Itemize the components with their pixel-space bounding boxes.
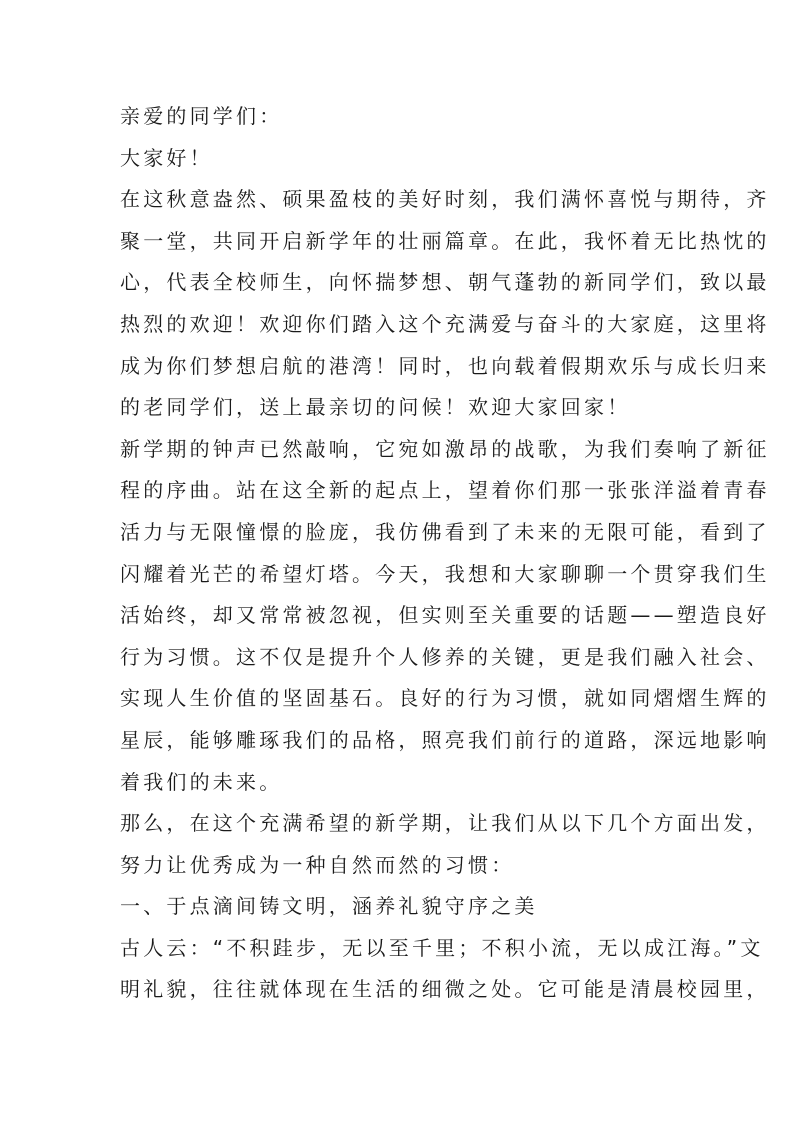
text-line: 新学期的钟声已然敲响，它宛如激昂的战歌，为我们奏响了新征 [120, 436, 770, 461]
text-line: 那么，在这个充满希望的新学期，让我们从以下几个方面出发， [120, 811, 770, 836]
text-line: 的老同学们，送上最亲切的问候！欢迎大家回家！ [120, 395, 631, 420]
section-heading: 一、于点滴间铸文明，涵养礼貌守序之美 [120, 894, 538, 919]
text-line: 星辰，能够雕琢我们的品格，照亮我们前行的道路，深远地影响 [120, 727, 770, 752]
text-line: 明礼貌，往往就体现在生活的细微之处。它可能是清晨校园里， [120, 977, 770, 1002]
text-line: 在这秋意盎然、硕果盈枝的美好时刻，我们满怀喜悦与期待，齐 [120, 187, 770, 212]
text-line: 着我们的未来。 [120, 769, 283, 794]
text-line: 行为习惯。这不仅是提升个人修养的关键，更是我们融入社会、 [120, 644, 770, 669]
text-line: 成为你们梦想启航的港湾！同时，也向载着假期欢乐与成长归来 [120, 353, 770, 378]
text-line: 活力与无限憧憬的脸庞，我仿佛看到了未来的无限可能，看到了 [120, 519, 770, 544]
document-body [120, 96, 770, 1011]
text-line: 程的序曲。站在这全新的起点上，望着你们那一张张洋溢着青春 [120, 478, 770, 503]
text-line: 热烈的欢迎！欢迎你们踏入这个充满爱与奋斗的大家庭，这里将 [120, 311, 770, 336]
text-line: 闪耀着光芒的希望灯塔。今天，我想和大家聊聊一个贯穿我们生 [120, 561, 770, 586]
paragraph-intro-aspects [120, 803, 770, 886]
paragraph-welcome [120, 179, 770, 429]
paragraph-section-one [120, 928, 770, 1011]
salutation: 亲爱的同学们： [120, 104, 283, 128]
text-line: 聚一堂，共同开启新学年的壮丽篇章。在此，我怀着无比热忱的 [120, 228, 770, 253]
text-line: 努力让优秀成为一种自然而然的习惯： [120, 852, 515, 877]
text-line: 古人云：“不积跬步，无以至千里；不积小流，无以成江海。”文 [120, 935, 764, 960]
text-line: 活始终，却又常常被忽视，但实则至关重要的话题——塑造良好 [120, 603, 770, 628]
greeting: 大家好！ [120, 145, 213, 170]
paragraph-new-semester [120, 429, 770, 803]
text-line: 心，代表全校师生，向怀揣梦想、朝气蓬勃的新同学们，致以最 [120, 270, 770, 295]
text-line: 实现人生价值的坚固基石。良好的行为习惯，就如同熠熠生辉的 [120, 686, 770, 711]
